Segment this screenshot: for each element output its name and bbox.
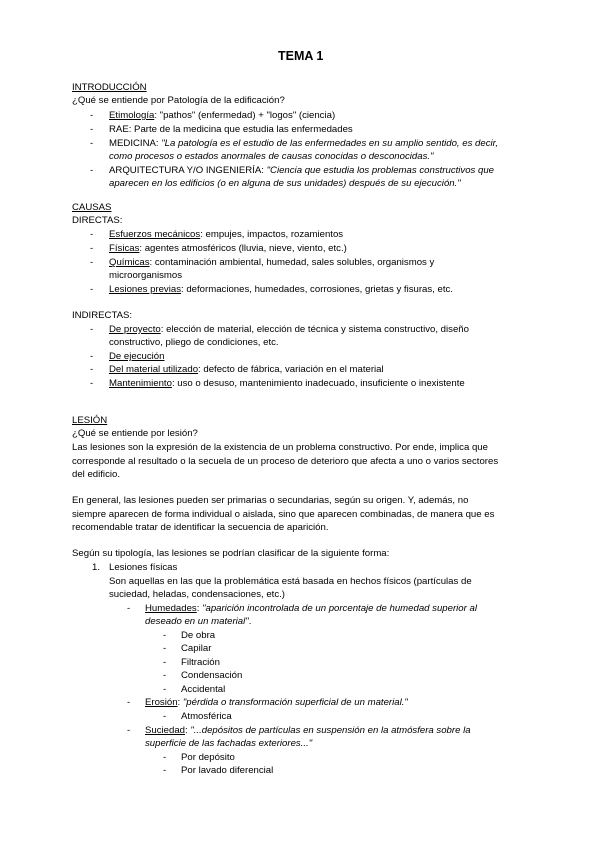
item-label: De proyecto bbox=[109, 324, 161, 335]
page-title: TEMA 1 bbox=[278, 49, 324, 63]
directa-item bbox=[109, 228, 343, 241]
lesion-para3: Según su tipología, las lesiones se podrían clasificar de la siguiente forma: bbox=[72, 548, 390, 559]
bullet-dash: - bbox=[90, 165, 94, 176]
item-label: De ejecución bbox=[109, 351, 165, 362]
intro-item-rae: RAE: Parte de la medicina que estudia las enfermedades bbox=[109, 124, 353, 135]
item-label: Físicas bbox=[109, 243, 140, 254]
item-label: Humedades bbox=[145, 603, 197, 614]
bullet-dash: - bbox=[90, 351, 94, 362]
item-text: : defecto de fábrica, variación en el material bbox=[198, 364, 384, 375]
directas-label: DIRECTAS: bbox=[72, 215, 123, 226]
indirecta-item bbox=[109, 350, 164, 363]
humedad-sub: Capilar bbox=[181, 643, 212, 654]
directa-item bbox=[109, 256, 434, 269]
item-sep: : bbox=[185, 725, 191, 736]
item-label: Suciedad bbox=[145, 725, 186, 736]
item-sep: : bbox=[196, 603, 203, 614]
bullet-dash: - bbox=[163, 765, 167, 776]
humedad-sub: Filtración bbox=[181, 657, 220, 668]
bullet-dash: - bbox=[90, 284, 94, 295]
humedad-sub: Condensación bbox=[181, 670, 243, 681]
item-label: Erosión bbox=[145, 697, 178, 708]
bullet-dash: - bbox=[163, 711, 167, 722]
suciedad-sub: Por depósito bbox=[181, 752, 235, 763]
suciedad-item-cont: superficie de las fachadas exteriores..." bbox=[145, 738, 313, 749]
suciedad-item bbox=[145, 724, 471, 737]
erosion-sub: Atmosférica bbox=[181, 711, 232, 722]
indirectas-label: INDIRECTAS: bbox=[72, 310, 133, 321]
bullet-dash: - bbox=[127, 603, 131, 614]
bullet-dash: - bbox=[90, 364, 94, 375]
item-sep: : bbox=[154, 110, 160, 121]
item-period: . bbox=[248, 616, 252, 627]
item-quote: "...depósitos de partículas en suspensión en la atmósfera sobre la bbox=[190, 725, 471, 736]
bullet-dash: - bbox=[90, 138, 94, 149]
bullet-dash: - bbox=[127, 725, 131, 736]
item-text: "pathos" (enfermedad) + "logos" (ciencia) bbox=[159, 110, 336, 121]
item-label: Etimología bbox=[109, 110, 155, 121]
list-number: 1. bbox=[92, 562, 101, 573]
intro-heading: INTRODUCCIÓN bbox=[72, 82, 147, 93]
item-quote: "La patología es el estudio de las enfermedades en su amplio sentido, es decir, bbox=[161, 138, 498, 149]
item-label: Mantenimiento bbox=[109, 378, 172, 389]
intro-question: ¿Qué se entiende por Patología de la edificación? bbox=[72, 95, 285, 106]
directa-item-cont: microorganismos bbox=[109, 270, 183, 281]
list-desc-line: suciedad, heladas, condensaciones, etc.) bbox=[109, 589, 285, 600]
bullet-dash: - bbox=[163, 643, 167, 654]
bullet-dash: - bbox=[90, 229, 94, 240]
item-label: Químicas bbox=[109, 257, 150, 268]
suciedad-sub: Por lavado diferencial bbox=[181, 765, 274, 776]
item-label: Esfuerzos mecánicos bbox=[109, 229, 201, 240]
lesion-para1-line: corresponde al resultado o la secuela de un proceso de deterioro que afecta a uno o varios sectores bbox=[72, 456, 499, 467]
erosion-item bbox=[145, 696, 408, 709]
item-quote: deseado en un material" bbox=[145, 616, 249, 627]
bullet-dash: - bbox=[90, 110, 94, 121]
directa-item bbox=[109, 283, 453, 296]
bullet-dash: - bbox=[90, 257, 94, 268]
item-quote: "aparición incontrolada de un porcentaje de humedad superior al bbox=[202, 603, 477, 614]
bullet-dash: - bbox=[90, 378, 94, 389]
lesion-para2-line: siempre aparecen de forma individual o aislada, sino que aparecen combinadas, de manera que es bbox=[72, 509, 495, 520]
lesion-question: ¿Qué se entiende por lesión? bbox=[72, 428, 198, 439]
item-sep: : bbox=[177, 697, 183, 708]
intro-item-arquitectura bbox=[109, 164, 494, 177]
lesion-para2-line: En general, las lesiones pueden ser primarias o secundarias, según su origen. Y, además, no bbox=[72, 495, 469, 506]
lesion-para1-line: Las lesiones son la expresión de la existencia de un problema constructivo. Por ende, implica que bbox=[72, 442, 488, 453]
item-label: ARQUITECTURA Y/O INGENIERÍA: bbox=[109, 165, 267, 176]
indirecta-item bbox=[109, 323, 469, 336]
causas-heading: CAUSAS bbox=[72, 202, 112, 213]
bullet-dash: - bbox=[163, 684, 167, 695]
item-text: : elección de material, elección de técnica y sistema constructivo, diseño bbox=[160, 324, 469, 335]
item-label: Del material utilizado bbox=[109, 364, 199, 375]
item-text: : agentes atmosféricos (lluvia, nieve, viento, etc.) bbox=[139, 243, 347, 254]
bullet-dash: - bbox=[127, 697, 131, 708]
bullet-dash: - bbox=[163, 670, 167, 681]
item-label: Lesiones previas bbox=[109, 284, 181, 295]
humedades-item bbox=[145, 602, 477, 615]
bullet-dash: - bbox=[163, 630, 167, 641]
humedades-item-cont bbox=[145, 615, 251, 628]
item-text: : deformaciones, humedades, corrosiones, grietas y fisuras, etc. bbox=[181, 284, 453, 295]
intro-item-medicina-cont: como procesos o estados anormales de causas conocidas o desconocidas." bbox=[109, 151, 434, 162]
bullet-dash: - bbox=[90, 243, 94, 254]
list-title: Lesiones físicas bbox=[109, 562, 178, 573]
intro-item-medicina bbox=[109, 137, 498, 150]
item-text: : contaminación ambiental, humedad, sales solubles, organismos y bbox=[149, 257, 435, 268]
intro-item-arquitectura-cont: aparecen en los edificios (o en alguna de sus unidades) después de su ejecución." bbox=[109, 178, 461, 189]
item-text: : empujes, impactos, rozamientos bbox=[200, 229, 344, 240]
item-text: : uso o desuso, mantenimiento inadecuado, insuficiente o inexistente bbox=[171, 378, 465, 389]
indirecta-item bbox=[109, 363, 384, 376]
item-quote: "pérdida o transformación superficial de un material." bbox=[182, 697, 408, 708]
item-quote: "Ciencia que estudia los problemas constructivos que bbox=[266, 165, 495, 176]
humedad-sub: Accidental bbox=[181, 684, 226, 695]
bullet-dash: - bbox=[90, 324, 94, 335]
lesion-para2-line: recomendable tratar de identificar la secuencia de aparición. bbox=[72, 522, 329, 533]
item-label: MEDICINA: bbox=[109, 138, 162, 149]
bullet-dash: - bbox=[163, 752, 167, 763]
bullet-dash: - bbox=[90, 124, 94, 135]
bullet-dash: - bbox=[163, 657, 167, 668]
humedad-sub: De obra bbox=[181, 630, 216, 641]
indirecta-item-cont: constructivo, pliego de condiciones, etc. bbox=[109, 337, 279, 348]
indirecta-item bbox=[109, 377, 465, 390]
directa-item bbox=[109, 242, 347, 255]
list-desc-line: Son aquellas en las que la problemática está basada en hechos físicos (partículas de bbox=[109, 576, 472, 587]
lesion-para1-line: del edificio. bbox=[72, 469, 120, 480]
intro-item-etimologia bbox=[109, 109, 335, 122]
lesion-heading: LESIÓN bbox=[72, 415, 108, 426]
